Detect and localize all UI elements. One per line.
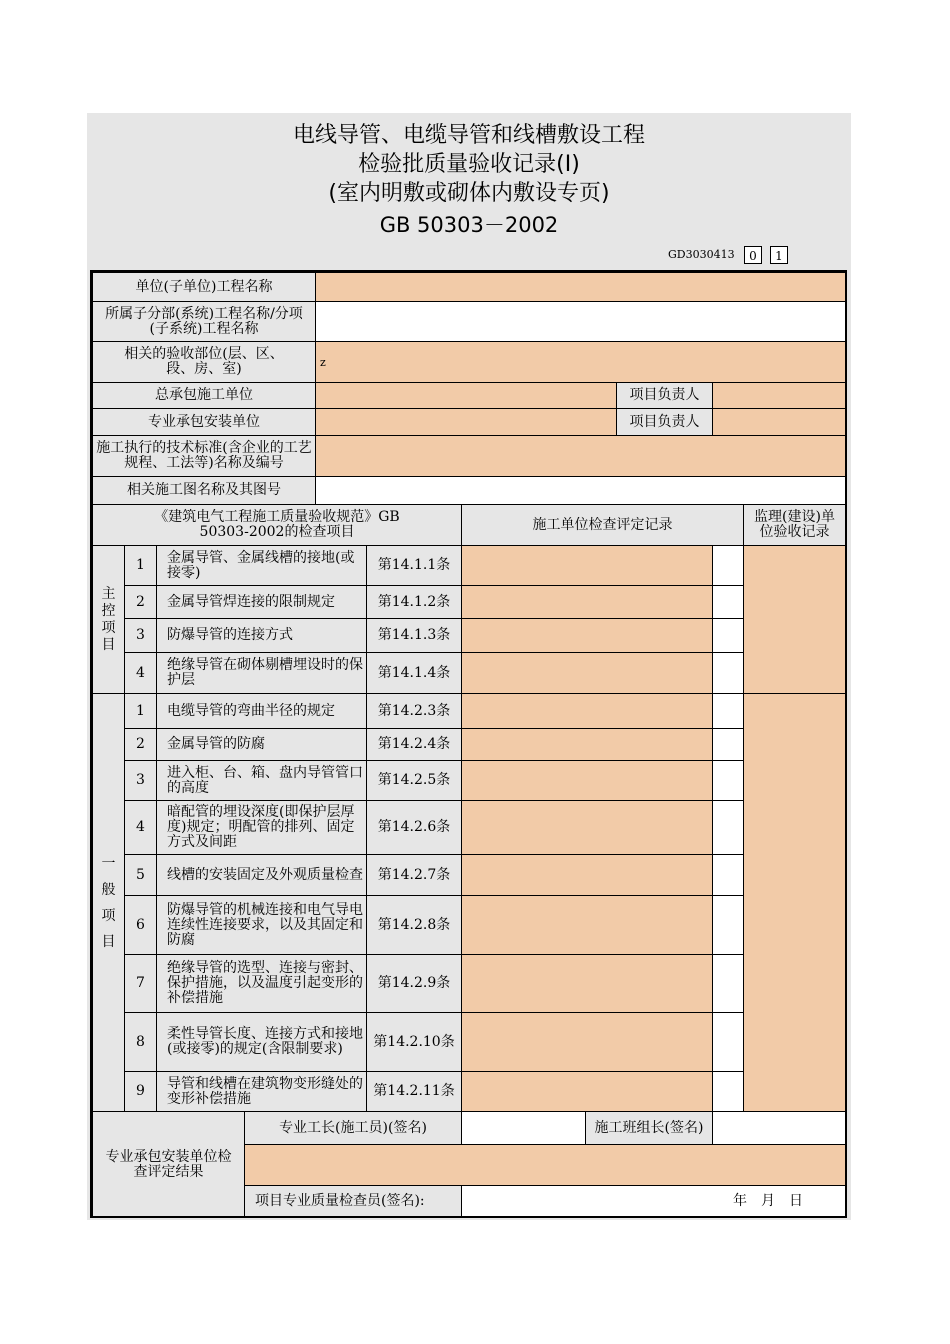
item-mark-field[interactable] [712,895,744,955]
item-name: 暗配管的埋设深度(即保护层厚度)规定；明配管的排列、固定方式及间距 [156,800,367,855]
item-no: 6 [124,895,157,955]
standard-field[interactable] [315,435,846,477]
item-mark-field[interactable] [712,800,744,855]
item-clause: 第14.2.4条 [366,728,462,761]
team-leader-signature-field[interactable] [712,1111,846,1145]
item-record-field[interactable] [461,618,713,653]
item-record-field[interactable] [461,1071,713,1112]
item-mark-field[interactable] [712,728,744,761]
date-label: 年 月 日 [733,1193,803,1209]
item-mark-field[interactable] [712,545,744,586]
item-no: 5 [124,854,157,896]
form-code [668,246,783,264]
result-label: 专业承包安装单位检查评定结果 [92,1111,245,1218]
item-no: 2 [124,728,157,761]
main-supervision-field[interactable] [743,545,846,694]
item-record-field[interactable] [461,652,713,694]
item-clause: 第14.2.11条 [366,1071,462,1112]
item-name: 绝缘导管的选型、连接与密封、保护措施，以及温度引起变形的补偿措施 [156,954,367,1013]
item-name: 电缆导管的弯曲半径的规定 [156,693,367,729]
item-no: 1 [124,545,157,586]
result-field[interactable] [244,1144,846,1186]
item-mark-field[interactable] [712,760,744,801]
item-no: 1 [124,693,157,729]
manager-label-2: 项目负责人 [616,408,713,436]
title-line-2: 检验批质量验收记录(Ⅰ) [358,152,580,177]
title-line-3: (室内明敷或砌体内敷设专页) [328,181,610,206]
location-label: 相关的验收部位(层、区、段、房、室) [92,341,316,383]
manager-label-1: 项目负责人 [616,382,713,409]
general-supervision-field[interactable] [743,693,846,1112]
item-clause: 第14.1.1条 [366,545,462,586]
specialty-contractor-label: 专业承包安装单位 [92,408,316,436]
item-mark-field[interactable] [712,954,744,1013]
form-code-box-2[interactable]: 1 [770,246,788,264]
inspector-label: 项目专业质量检查员(签名): [244,1185,462,1218]
item-clause: 第14.1.4条 [366,652,462,694]
drawing-field[interactable] [315,476,846,505]
unit-project-label: 单位(子单位)工程名称 [92,272,316,302]
item-record-field[interactable] [461,800,713,855]
spec-header: 《建筑电气工程施工质量验收规范》GB 50303-2002的检查项目 [92,504,462,546]
item-clause: 第14.2.3条 [366,693,462,729]
manager-field-1[interactable] [712,382,846,409]
item-no: 7 [124,954,157,1013]
item-record-field[interactable] [461,693,713,729]
item-mark-field[interactable] [712,1012,744,1072]
item-name: 防爆导管的机械连接和电气导电连续性连接要求，以及其固定和防腐 [156,895,367,955]
supervision-header: 监理(建设)单位验收记录 [743,504,846,546]
item-clause: 第14.1.2条 [366,585,462,619]
item-record-field[interactable] [461,854,713,896]
item-clause: 第14.2.6条 [366,800,462,855]
item-mark-field[interactable] [712,693,744,729]
item-mark-field[interactable] [712,1071,744,1112]
item-name: 柔性导管长度、连接方式和接地(或接零)的规定(含限制要求) [156,1012,367,1072]
item-name: 导管和线槽在建筑物变形缝处的变形补偿措施 [156,1071,367,1112]
unit-project-field[interactable] [315,272,846,302]
item-mark-field[interactable] [712,585,744,619]
main-group-label: 主控项目 [92,545,125,694]
foreman-signature-field[interactable] [461,1111,586,1145]
sub-project-field[interactable] [315,301,846,342]
item-mark-field[interactable] [712,854,744,896]
item-record-field[interactable] [461,760,713,801]
item-clause: 第14.2.10条 [366,1012,462,1072]
title-line-4: GB 50303－2002 [379,213,559,237]
item-clause: 第14.1.3条 [366,618,462,653]
item-no: 2 [124,585,157,619]
title-line-1: 电线导管、电缆导管和线槽敷设工程 [292,123,645,148]
item-name: 防爆导管的连接方式 [156,618,367,653]
general-group-label: 一般项目 [92,693,125,1112]
item-no: 3 [124,618,157,653]
drawing-label: 相关施工图名称及其图号 [92,476,316,505]
item-record-field[interactable] [461,895,713,955]
item-name: 金属导管的防腐 [156,728,367,761]
item-record-field[interactable] [461,728,713,761]
form-code-prefix: GD3030413 [668,248,735,261]
item-name: 金属导管焊连接的限制规定 [156,585,367,619]
item-name: 金属导管、金属线槽的接地(或接零) [156,545,367,586]
item-clause: 第14.2.7条 [366,854,462,896]
item-no: 4 [124,800,157,855]
sub-project-label: 所属子分部(系统)工程名称/分项(子系统)工程名称 [92,301,316,342]
item-record-field[interactable] [461,585,713,619]
item-record-field[interactable] [461,545,713,586]
general-contractor-label: 总承包施工单位 [92,382,316,409]
item-no: 3 [124,760,157,801]
item-no: 8 [124,1012,157,1072]
item-clause: 第14.2.8条 [366,895,462,955]
item-mark-field[interactable] [712,652,744,694]
general-contractor-field[interactable] [315,382,617,409]
item-no: 9 [124,1071,157,1112]
record-header: 施工单位检查评定记录 [461,504,744,546]
standard-label: 施工执行的技术标准(含企业的工艺规程、工法等)名称及编号 [92,435,316,477]
item-name: 绝缘导管在砌体剔槽埋设时的保护层 [156,652,367,694]
item-no: 4 [124,652,157,694]
form-code-box-1[interactable]: 0 [744,246,762,264]
inspector-signature-field[interactable] [461,1185,846,1218]
item-record-field[interactable] [461,1012,713,1072]
item-mark-field[interactable] [712,618,744,653]
item-name: 线槽的安装固定及外观质量检查 [156,854,367,896]
manager-field-2[interactable] [712,408,846,436]
location-field[interactable]: z [315,341,846,383]
team-leader-label: 施工班组长(签名) [585,1111,713,1145]
item-name: 进入柜、台、箱、盘内导管管口的高度 [156,760,367,801]
foreman-label: 专业工长(施工员)(签名) [244,1111,462,1145]
specialty-contractor-field[interactable] [315,408,617,436]
item-clause: 第14.2.9条 [366,954,462,1013]
item-record-field[interactable] [461,954,713,1013]
item-clause: 第14.2.5条 [366,760,462,801]
